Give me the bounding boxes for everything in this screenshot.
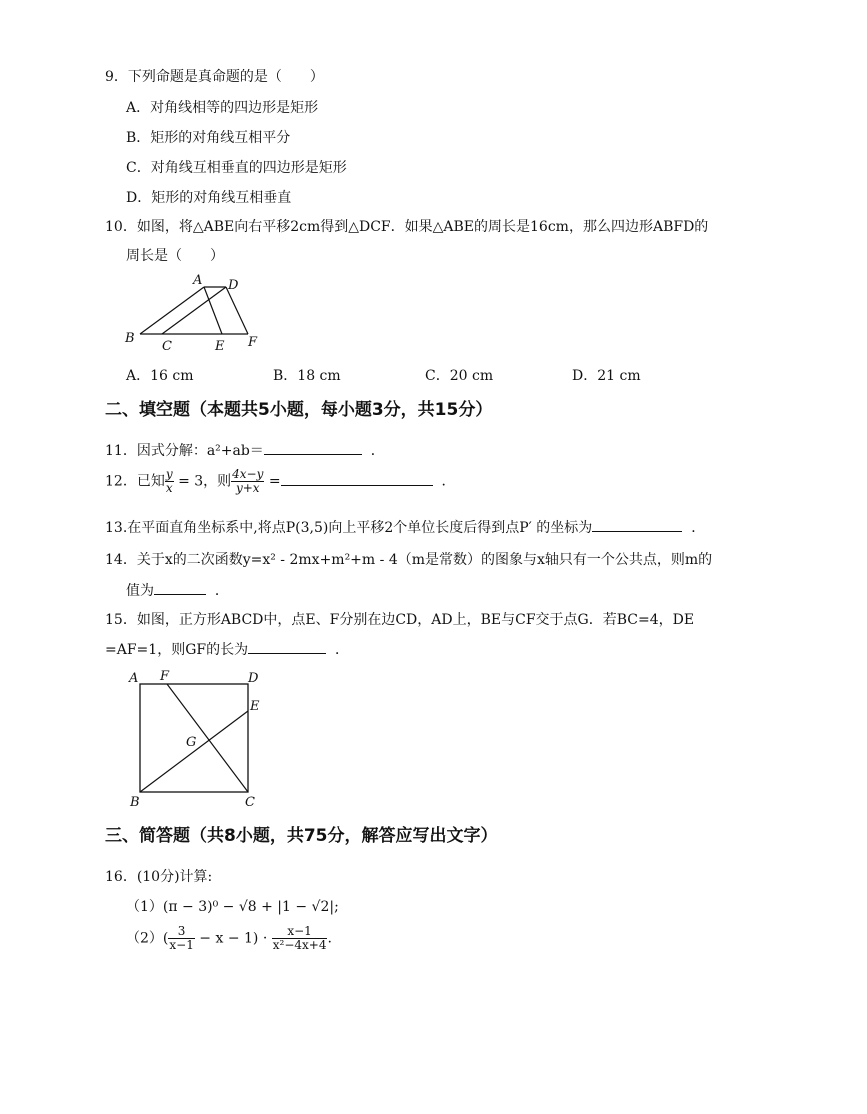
segment-cf [167,684,248,792]
q11-end: ． [370,443,385,459]
q16-frac2: $\frac{x-1}{\text{x²−4x+4}}$ [272,924,327,952]
q14-blank[interactable] [154,580,206,595]
q14-end: ． [214,583,229,599]
segment-ae [204,287,222,334]
q9-option-b: B．矩形的对角线互相平分 [126,130,291,146]
label-d: D [228,278,239,293]
label-f: F [160,669,170,684]
q14-line2-text: 值为 [126,583,154,599]
q10-figure [118,268,268,358]
label-a: A [129,671,139,686]
q15-line2 [105,639,349,659]
q10-option-b: B．18 cm [273,368,341,384]
q9-option-d: D．矩形的对角线互相垂直 [126,190,292,206]
q14-line1: 14．关于x的二次函数y=x² - 2mx+m²+m - 4（m是常数）的图象与x轴只有一个公共点，则m的 [105,552,713,568]
q11-blank[interactable] [264,440,362,455]
q12-frac2: $\frac{4x-y}{y+x}$ [232,467,264,495]
q16-p2-mid: − x − 1) · [199,930,268,947]
label-e: E [250,699,260,714]
q13-end: ． [691,520,706,536]
label-g: G [186,735,197,750]
label-b: B [130,795,140,810]
q16-frac1: $\frac{3}{x-1}$ [169,924,194,952]
q12-eq: = [268,473,281,490]
q14-line2 [126,580,229,600]
q12 [105,468,456,495]
q16-part2 [126,925,332,952]
q15-line1: 15．如图，正方形ABCD中，点E、F分别在边CD，AD上，BE与CF交于点G．若BC=4，DE [105,612,695,628]
q9-option-c: C．对角线互相垂直的四边形是矩形 [126,160,347,176]
label-e: E [215,339,225,354]
q9-option-a: A．对角线相等的四边形是矩形 [126,100,319,116]
q13-blank[interactable] [592,517,682,532]
q15-figure [124,666,274,812]
label-c: C [162,339,172,354]
label-c: C [245,795,255,810]
q10-option-d: D．21 cm [572,368,641,384]
section-short-answer-heading: 三、简答题（共8小题，共75分，解答应写出文字） [105,826,498,846]
q11-text: 11．因式分解：a²+ab＝ [105,443,264,459]
q10-line2: 周长是（ ） [126,248,224,264]
q10-option-c: C．20 cm [425,368,494,384]
segment-df [226,287,248,334]
q12-prefix: 12．已知 [105,473,165,490]
q10-line1: 10．如图，将△ABE向右平移2cm得到△DCF．如果△ABE的周长是16cm，那么四边形ABFD的 [105,219,709,235]
q12-frac1: $\frac{y}{x}$ [165,467,173,495]
q15-blank[interactable] [248,639,326,654]
label-a: A [193,273,203,288]
segment-be [140,711,248,792]
q16-p2-prefix: （2）( [126,930,169,947]
q10-option-a: A．16 cm [126,368,194,384]
q13-text: 13.在平面直角坐标系中,将点P(3,5)向上平移2个单位长度后得到点P′ 的坐标为 [105,520,593,536]
q12-mid: = 3，则 [178,473,232,490]
label-f: F [248,335,258,350]
q15-end: ． [335,642,349,658]
q9-stem: 9．下列命题是真命题的是（ ） [105,69,324,85]
q11 [105,440,385,460]
q12-end: ． [441,473,456,490]
q13 [105,517,705,537]
q15-line2-text: =AF=1，则GF的长为 [105,642,249,658]
q12-blank[interactable] [281,471,433,486]
q16-part1: （1）(π − 3)⁰ − √8 + |1 − √2|; [126,899,339,915]
label-d: D [248,671,259,686]
label-b: B [125,331,135,346]
q16-p2-end: . [327,930,332,947]
q16-stem: 16．(10分)计算: [105,869,213,885]
section-fill-in-heading: 二、填空题（本题共5小题，每小题3分，共15分） [105,400,493,420]
